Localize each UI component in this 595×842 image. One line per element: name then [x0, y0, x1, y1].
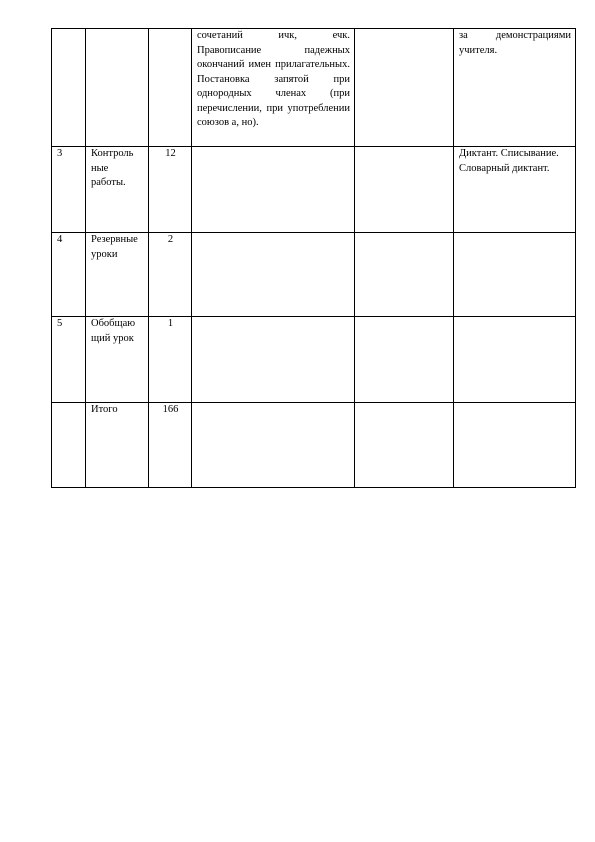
activity-forms-cell: за демонстрациями учителя. — [454, 29, 576, 147]
table-row — [52, 403, 576, 488]
extra-cell — [355, 29, 454, 147]
hours-cell: 12 — [149, 147, 192, 233]
row-number-cell: 4 — [52, 233, 86, 317]
content-cell — [192, 317, 355, 403]
row-number-cell — [52, 403, 86, 488]
content-cell — [192, 233, 355, 317]
extra-cell — [355, 317, 454, 403]
activity-forms-cell — [454, 233, 576, 317]
section-name-cell: Резервные уроки — [86, 233, 149, 317]
content-cell — [192, 147, 355, 233]
section-name-cell: Обобщаю щий урок — [86, 317, 149, 403]
row-number-cell — [52, 29, 86, 147]
section-name-cell: Итого — [86, 403, 149, 488]
activity-forms-cell — [454, 403, 576, 488]
content-cell — [192, 403, 355, 488]
hours-cell: 2 — [149, 233, 192, 317]
row-number-cell: 3 — [52, 147, 86, 233]
section-name-cell: Контроль ные работы. — [86, 147, 149, 233]
section-name-cell — [86, 29, 149, 147]
hours-cell: 1 — [149, 317, 192, 403]
row-number-cell: 5 — [52, 317, 86, 403]
activity-forms-cell: Диктант. Списывание. Словарный диктант. — [454, 147, 576, 233]
table-row — [52, 29, 576, 147]
content-cell: сочетаний ичк, ечк. Правописание падежных окончаний имен прилагательных. Постановка запятой при однородных членах (при перечислении, при употреблении союзов а, но). — [192, 29, 355, 147]
table-row — [52, 233, 576, 317]
activity-forms-cell — [454, 317, 576, 403]
extra-cell — [355, 147, 454, 233]
curriculum-table — [51, 28, 576, 488]
table-row — [52, 147, 576, 233]
hours-cell: 166 — [149, 403, 192, 488]
extra-cell — [355, 403, 454, 488]
table-row — [52, 317, 576, 403]
hours-cell — [149, 29, 192, 147]
extra-cell — [355, 233, 454, 317]
